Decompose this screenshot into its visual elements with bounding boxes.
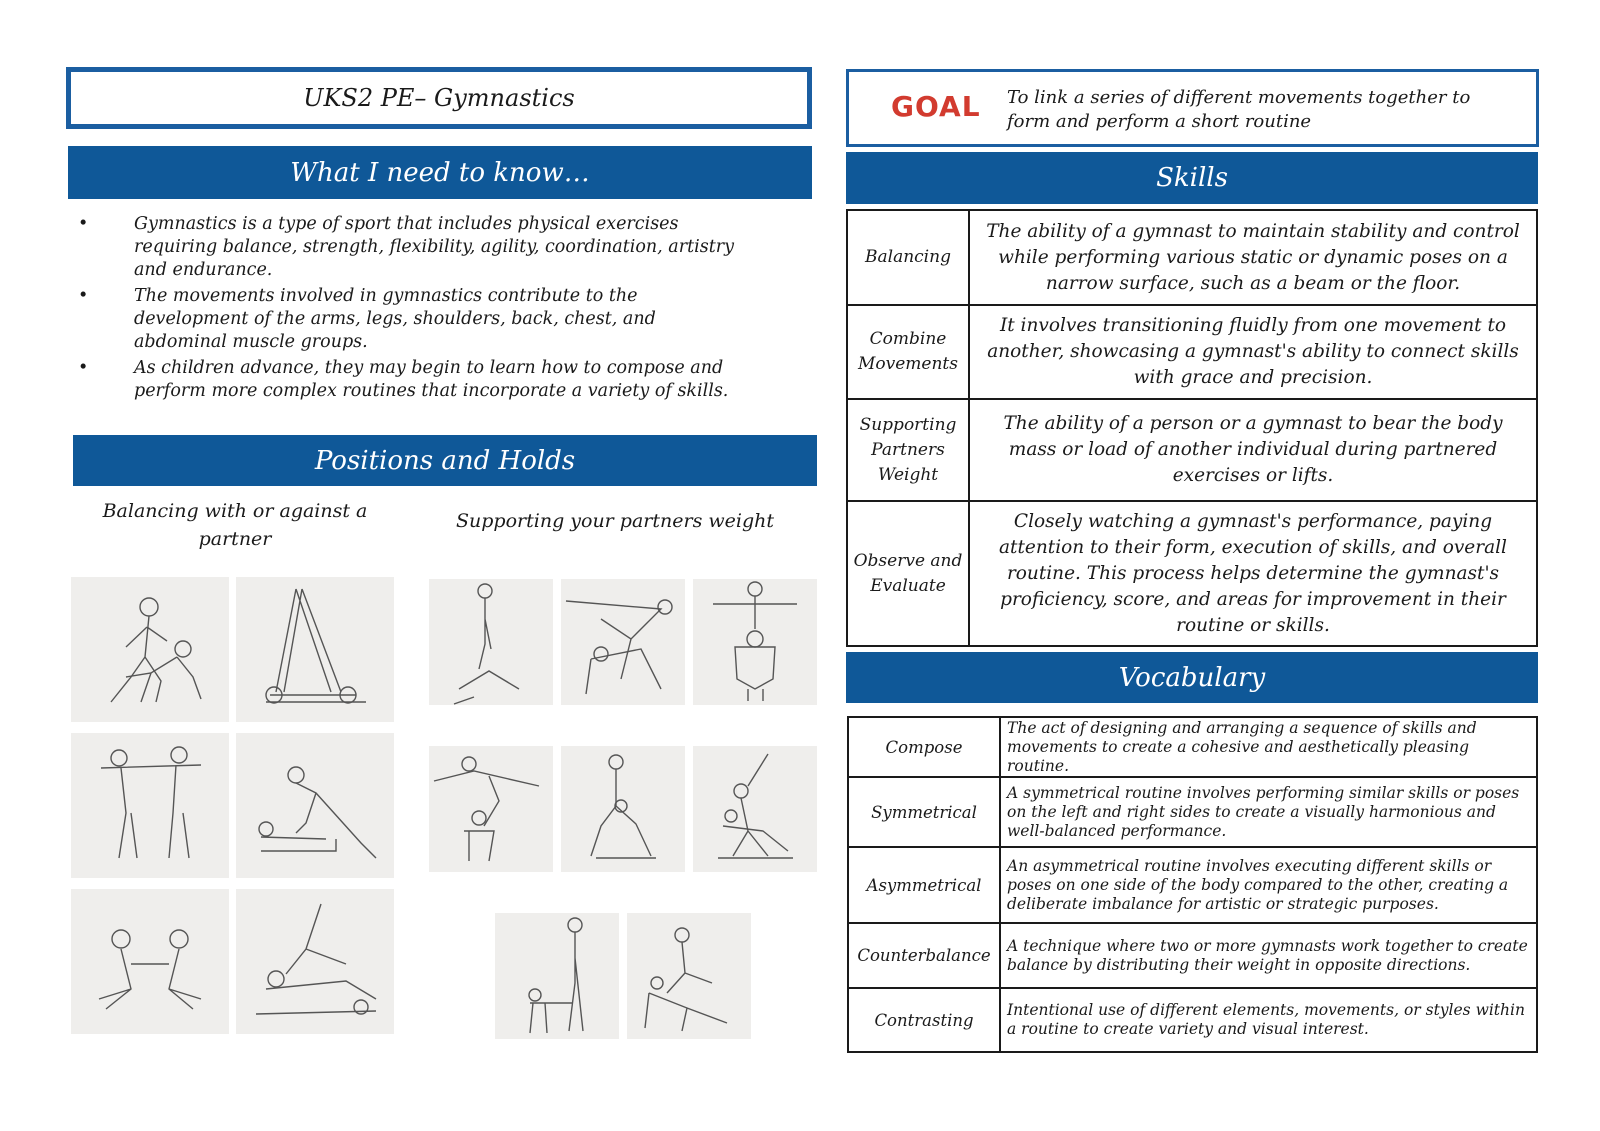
skill-term: Balancing xyxy=(847,210,969,305)
list-item: • Gymnastics is a type of sport that includes physical exercises requiring balance, strength, flexibility, agility, coordination, artistry and endurance. xyxy=(78,214,734,280)
pose-illustration xyxy=(71,577,229,722)
left-caption: Balancing with or against a partner xyxy=(102,500,368,550)
skill-term: Combine Movements xyxy=(847,305,969,399)
table-row xyxy=(848,717,1537,777)
skill-term: Supporting Partners Weight xyxy=(847,399,969,501)
pose-illustration xyxy=(561,579,685,705)
skill-description: The ability of a person or a gymnast to bear the body mass or load of another individual during partnered exercises or lifts. xyxy=(969,399,1537,501)
know-bullet-list xyxy=(78,213,738,406)
table-row xyxy=(848,988,1537,1052)
vocab-definition: An asymmetrical routine involves executing different skills or poses on one side of the body compared to the other, creating a deliberate imbalance for artistic or strategic purposes. xyxy=(1000,847,1537,923)
table-row xyxy=(848,777,1537,847)
vocab-definition: Intentional use of different elements, movements, or styles within a routine to create variety and visual interest. xyxy=(1000,988,1537,1052)
pose-illustration xyxy=(429,579,553,705)
skill-description: Closely watching a gymnast's performance, paying attention to their form, execution of skills, and overall routine. This process helps determine the gymnast's proficiency, score, and areas for improvement in their routine or skills. xyxy=(969,501,1537,646)
vocab-term: Counterbalance xyxy=(848,923,1000,988)
goal-box xyxy=(846,69,1539,147)
vocabulary-heading: Vocabulary xyxy=(846,652,1538,703)
goal-logo-icon: GOAL xyxy=(891,90,981,123)
vocab-term: Symmetrical xyxy=(848,777,1000,847)
pose-illustration xyxy=(236,577,394,722)
positions-heading: Positions and Holds xyxy=(73,435,817,486)
skills-table xyxy=(846,209,1538,647)
table-row xyxy=(847,501,1537,646)
pose-illustration xyxy=(71,889,229,1034)
vocab-definition: A symmetrical routine involves performing similar skills or poses on the left and right sides to create a visually harmonious and well-balanced performance. xyxy=(1000,777,1537,847)
vocabulary-table xyxy=(847,716,1538,1053)
pose-illustration xyxy=(561,746,685,872)
list-item: • As children advance, they may begin to learn how to compose and perform more complex routines that incorporate a variety of skills. xyxy=(78,358,729,401)
table-row xyxy=(848,923,1537,988)
list-item: • The movements involved in gymnastics contribute to the development of the arms, legs, shoulders, back, chest, and abdominal muscle groups. xyxy=(78,286,656,352)
page-title: UKS2 PE– Gymnastics xyxy=(66,67,812,129)
skill-term: Observe and Evaluate xyxy=(847,501,969,646)
pose-illustration xyxy=(429,746,553,872)
vocab-definition: The act of designing and arranging a sequence of skills and movements to create a cohesive and aesthetically pleasing routine. xyxy=(1000,717,1537,777)
pose-illustration xyxy=(495,913,619,1039)
vocab-term: Contrasting xyxy=(848,988,1000,1052)
pose-illustration xyxy=(71,733,229,878)
pose-illustration xyxy=(236,733,394,878)
table-row xyxy=(847,399,1537,501)
vocab-definition: A technique where two or more gymnasts work together to create balance by distributing their weight in opposite directions. xyxy=(1000,923,1537,988)
table-row xyxy=(847,305,1537,399)
know-heading: What I need to know… xyxy=(68,146,812,199)
right-caption: Supporting your partners weight xyxy=(456,510,774,532)
vocab-term: Compose xyxy=(848,717,1000,777)
table-row xyxy=(848,847,1537,923)
vocab-term: Asymmetrical xyxy=(848,847,1000,923)
goal-text: To link a series of different movements together to form and perform a short routine xyxy=(1007,87,1471,132)
pose-illustration xyxy=(693,746,817,872)
table-row xyxy=(847,210,1537,305)
skill-description: It involves transitioning fluidly from one movement to another, showcasing a gymnast's ability to connect skills with grace and precision. xyxy=(969,305,1537,399)
skill-description: The ability of a gymnast to maintain stability and control while performing various static or dynamic poses on a narrow surface, such as a beam or the floor. xyxy=(969,210,1537,305)
pose-illustration xyxy=(693,579,817,705)
skills-heading: Skills xyxy=(846,152,1538,204)
pose-illustration xyxy=(627,913,751,1039)
pose-illustration xyxy=(236,889,394,1034)
